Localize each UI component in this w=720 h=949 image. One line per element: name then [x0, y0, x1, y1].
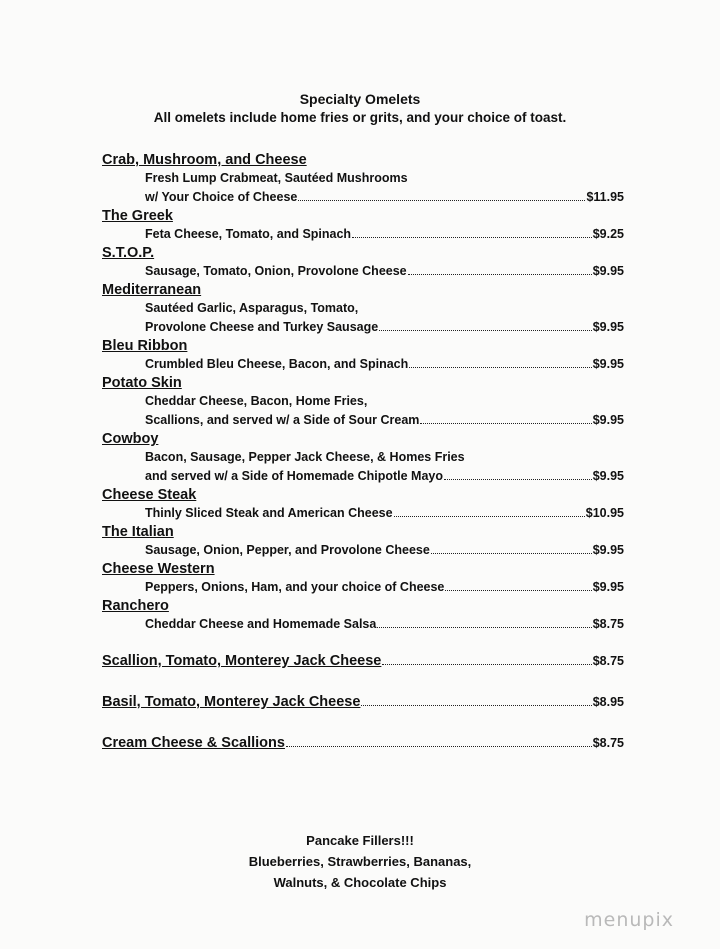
item-description: Bacon, Sausage, Pepper Jack Cheese, & Homes Fries [145, 450, 465, 464]
item-price: $9.95 [592, 264, 624, 278]
item-price: $9.95 [592, 580, 624, 594]
leader-dots [361, 705, 591, 706]
item-price: $9.95 [592, 543, 624, 557]
item-price: $10.95 [585, 506, 624, 520]
item-price: $11.95 [586, 190, 624, 204]
watermark: menupix [584, 909, 674, 931]
leader-dots [394, 516, 585, 517]
menu-item-stop [102, 244, 624, 281]
item-description: and served w/ a Side of Homemade Chipotle Mayo [145, 469, 443, 483]
pancake-fillers-line: Blueberries, Strawberries, Bananas, [248, 854, 472, 869]
item-name: S.T.O.P. [102, 245, 155, 261]
item-name: Cheese Western [102, 561, 215, 577]
menu-item-mediterranean [102, 281, 624, 337]
leader-dots [382, 664, 591, 665]
leader-dots [420, 423, 591, 424]
leader-dots [445, 590, 591, 591]
item-price: $9.25 [592, 227, 624, 241]
item-description: Provolone Cheese and Turkey Sausage [145, 320, 379, 334]
leader-dots [408, 274, 592, 275]
menu-item-potato-skin [102, 374, 624, 430]
item-name: Cream Cheese & Scallions [102, 735, 285, 751]
item-name: Bleu Ribbon [102, 338, 188, 354]
leader-dots [444, 479, 592, 480]
section-subtitle: All omelets include home fries or grits, and your choice of toast. [153, 110, 567, 125]
item-name: Cowboy [102, 431, 159, 447]
item-description: Crumbled Bleu Cheese, Bacon, and Spinach [145, 357, 409, 371]
item-description: Sautéed Garlic, Asparagus, Tomato, [145, 301, 359, 315]
menu-item-cream-cheese [102, 734, 624, 756]
menu-item-ranchero [102, 597, 624, 634]
item-name: Cheese Steak [102, 487, 197, 503]
item-price: $9.95 [592, 320, 624, 334]
item-description: Cheddar Cheese and Homemade Salsa [145, 617, 377, 631]
item-price: $8.95 [592, 695, 624, 709]
item-name: Ranchero [102, 598, 169, 614]
leader-dots [298, 200, 585, 201]
item-price: $9.95 [592, 413, 624, 427]
item-price: $8.75 [592, 736, 624, 750]
item-description: Thinly Sliced Steak and American Cheese [145, 506, 393, 520]
leader-dots [286, 746, 592, 747]
item-name: Mediterranean [102, 282, 202, 298]
omelet-list [102, 151, 624, 756]
menu-item-crab [102, 151, 624, 207]
item-price: $9.95 [592, 469, 624, 483]
menu-item-cowboy [102, 430, 624, 486]
leader-dots [377, 627, 591, 628]
item-price: $8.75 [592, 617, 624, 631]
item-price: $9.95 [592, 357, 624, 371]
menu-item-cheese-western [102, 560, 624, 597]
item-description: Scallions, and served w/ a Side of Sour Cream [145, 413, 420, 427]
menu-item-bleu-ribbon [102, 337, 624, 374]
item-description: Fresh Lump Crabmeat, Sautéed Mushrooms [145, 171, 408, 185]
item-name: Basil, Tomato, Monterey Jack Cheese [102, 694, 361, 710]
item-name: Scallion, Tomato, Monterey Jack Cheese [102, 653, 382, 669]
leader-dots [409, 367, 591, 368]
item-description: Peppers, Onions, Ham, and your choice of Cheese [145, 580, 445, 594]
menu-item-greek [102, 207, 624, 244]
item-description: w/ Your Choice of Cheese [145, 190, 298, 204]
menu-item-cheese-steak [102, 486, 624, 523]
menu-item-basil-tomato [102, 693, 624, 715]
section-title: Specialty Omelets [299, 91, 421, 107]
leader-dots [379, 330, 592, 331]
item-price: $8.75 [592, 654, 624, 668]
item-description: Cheddar Cheese, Bacon, Home Fries, [145, 394, 368, 408]
item-name: Potato Skin [102, 375, 182, 391]
pancake-fillers-title: Pancake Fillers!!! [306, 833, 414, 848]
item-description: Sausage, Onion, Pepper, and Provolone Cheese [145, 543, 430, 557]
menu-item-italian [102, 523, 624, 560]
leader-dots [352, 237, 592, 238]
leader-dots [431, 553, 592, 554]
item-name: Crab, Mushroom, and Cheese [102, 152, 307, 168]
item-description: Sausage, Tomato, Onion, Provolone Cheese [145, 264, 407, 278]
item-name: The Greek [102, 208, 173, 224]
item-description: Feta Cheese, Tomato, and Spinach [145, 227, 352, 241]
pancake-fillers-line: Walnuts, & Chocolate Chips [273, 875, 447, 890]
menu-item-scallion-tomato [102, 652, 624, 674]
item-name: The Italian [102, 524, 174, 540]
